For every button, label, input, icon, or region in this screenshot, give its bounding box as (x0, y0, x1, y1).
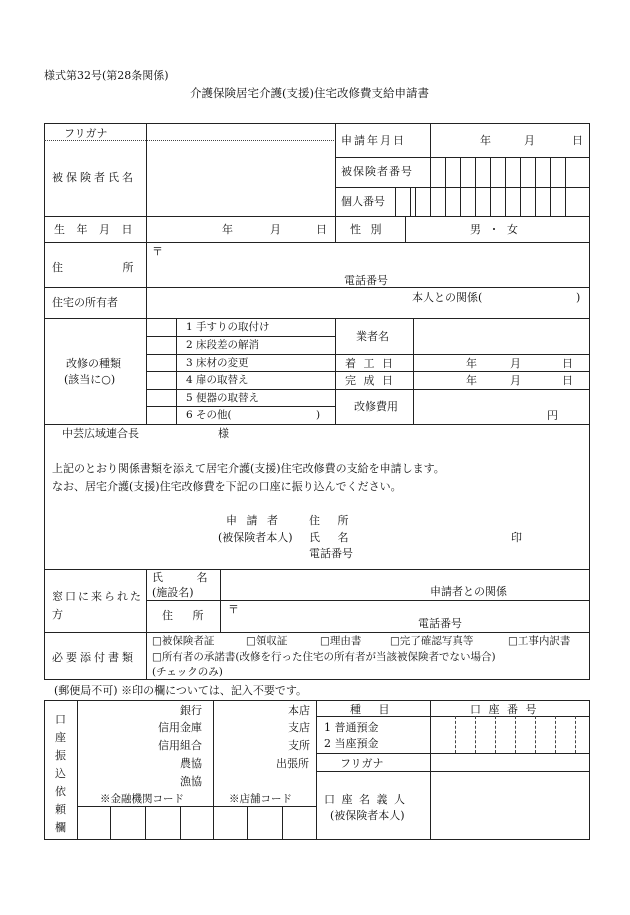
attachments-label: 必要添付書類 (52, 651, 136, 664)
renovation-item: 6 その他( (186, 409, 232, 421)
visitor-label: 窓口に来られた方 (52, 590, 143, 621)
declaration-line-2: なお、居宅介護(支援)住宅改修費を下記の口座に振り込んでください。 (52, 480, 402, 493)
owner-consent-checkbox[interactable]: □所有者の承諾書(改修を行った住宅の所有者が当該被保険者でない場合) (152, 651, 496, 663)
applicant-signature-label: 申 請 者 (226, 514, 278, 527)
postal-mark: 〒 (152, 245, 163, 258)
renovation-item: 1 手すりの取付け (186, 321, 270, 333)
renovation-type-label: 改修の種類 (66, 357, 121, 370)
start-date-label: 着 工 日 (345, 357, 393, 370)
attachment-checkbox[interactable]: □工事内訳書 (508, 635, 571, 647)
seal-mark: 印 (511, 531, 522, 544)
account-holder-label: 口 座 名 義 人 (324, 793, 405, 806)
bank-account-table (44, 700, 590, 840)
renovation-item: 2 床段差の解消 (186, 339, 260, 351)
renovation-item: 3 床材の変更 (186, 357, 249, 369)
attachment-checkbox[interactable]: □領収証 (246, 635, 288, 647)
application-form-page: 様式第32号(第28条関係) 介護保険居宅介護(支援)住宅改修費支給申請書 フリガナ 被保険者氏名 申請年月日 年 月 日 被保険者番号 個人番号 生 年 月 日 年 月 日 性 別 男 ・ 女 住 所 〒 電話番号 住宅の所有者 本人との関係( ) 改修の種類 (該当に○) 1 手すりの取付け 2 床段差の解消 3 床材の変更 4 扉の取替え 5 便器の取替え 6 その他( ) 業者名 着 工 日 年 月 日 完 成 日 年 月 日 改修費用 円 中芸広域連合長 様 上記のとおり関係書類を添えて居宅介護(支援)住宅改修費の支給を申請します。 なお、居宅介護(支援)住宅改修費を下記の口座に振り込んでください。 申 請 者 住 所 (被保険者本人) 氏 名 印 電話番号 窓口に来られた方 氏 名 (施設名) 申請者との関係 住 所 〒 電話番号 必要添付書類 □被保険者証 □領収証 □理由書 □完了確認写真等 □工事内訳書 □所有者の承諾書(改修を行った住宅の所有者が当該被保険者でない場合) (チェックのみ) (郵便局不可) ※印の欄については、記入不要です。 口 座 振 込 依 頼 欄 銀行 信用金庫 信用組合 農協 漁協 本店 支店 支所 出張所 ※金融機関コード ※店舗コード 種 目 1 普通預金 2 当座預金 口 座 番 号 フリガナ 口 座 名 義 人 (被保険者本人) (0, 0, 630, 915)
contractor-label: 業者名 (356, 330, 389, 343)
complete-date-label: 完 成 日 (345, 374, 393, 387)
sex-label: 性 別 (350, 223, 382, 236)
furigana-label: フリガナ (64, 127, 108, 140)
visitor-relation-label: 申請者との関係 (430, 585, 507, 598)
personal-number-label: 個人番号 (341, 195, 385, 208)
phone-label: 電話番号 (344, 274, 388, 287)
form-number: 様式第32号(第28条関係) (44, 69, 169, 82)
yen-unit: 円 (547, 409, 558, 422)
attachment-checkbox[interactable]: □理由書 (320, 635, 362, 647)
relation-label: 本人との関係( (412, 291, 483, 304)
branch-code-label: ※店舗コード (229, 793, 292, 805)
cost-label: 改修費用 (354, 400, 398, 413)
owner-label: 住宅の所有者 (52, 296, 118, 309)
address-label: 住 所 (52, 261, 134, 274)
renovation-type-note: (該当に○) (64, 373, 116, 386)
birth-label: 生 年 月 日 (54, 223, 133, 236)
attachment-checkbox[interactable]: □完了確認写真等 (390, 635, 474, 647)
form-title: 介護保険居宅介護(支援)住宅改修費支給申請書 (190, 86, 429, 100)
addressee: 中芸広域連合長 (62, 427, 139, 440)
declaration-line-1: 上記のとおり関係書類を添えて居宅介護(支援)住宅改修費の支給を申請します。 (52, 462, 445, 475)
bank-note: (郵便局不可) ※印の欄については、記入不要です。 (54, 684, 307, 697)
renovation-item: 5 便器の取替え (186, 392, 260, 404)
institution-code-label: ※金融機関コード (100, 793, 184, 805)
apply-date-label: 申請年月日 (341, 134, 406, 147)
sex-options: 男 ・ 女 (470, 223, 518, 236)
attachment-checkbox[interactable]: □被保険者証 (152, 635, 215, 647)
insured-number-label: 被保険者番号 (341, 165, 413, 178)
insured-name-label: 被保険者氏名 (52, 171, 136, 184)
renovation-item: 4 扉の取替え (186, 374, 249, 386)
